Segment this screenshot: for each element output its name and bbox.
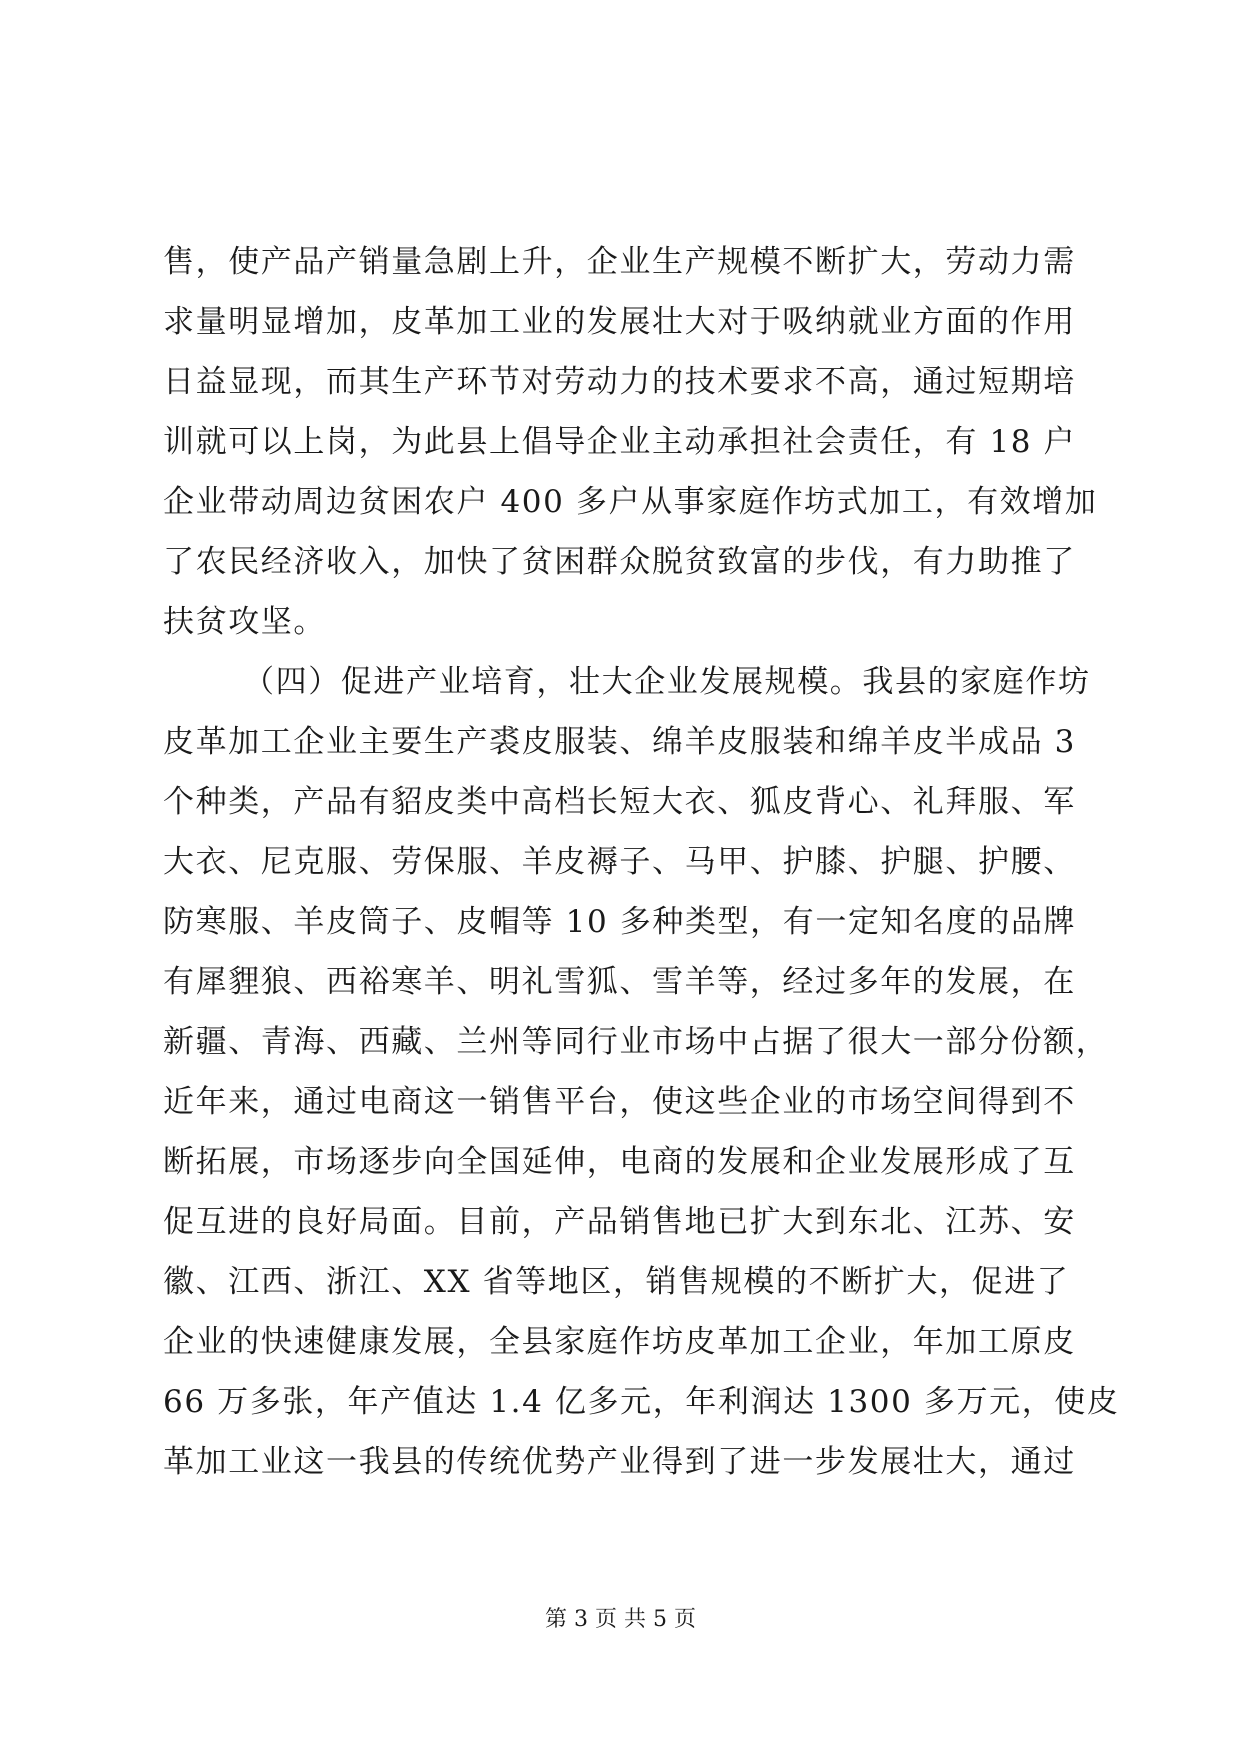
body-line: 扶贫攻坚。 (163, 604, 326, 640)
body-line: 求量明显增加，皮革加工业的发展壮大对于吸纳就业方面的作用 (163, 304, 1076, 340)
body-line: 企业的快速健康发展，全县家庭作坊皮革加工企业，年加工原皮 (163, 1324, 1076, 1360)
body-line: 日益显现，而其生产环节对劳动力的技术要求不高，通过短期培 (163, 364, 1076, 400)
body-line: 有犀貍狼、西裕寒羊、明礼雪狐、雪羊等，经过多年的发展，在 (163, 964, 1076, 1000)
body-line: 皮革加工企业主要生产裘皮服装、绵羊皮服装和绵羊皮半成品 3 (163, 724, 1076, 760)
body-line: 促互进的良好局面。目前，产品销售地已扩大到东北、江苏、安 (163, 1204, 1076, 1240)
body-line: 66 万多张，年产值达 1.4 亿多元，年利润达 1300 多万元，使皮 (163, 1384, 1120, 1420)
section-heading-line: （四）促进产业培育，壮大企业发展规模。我县的家庭作坊 (243, 664, 1091, 700)
body-line: 了农民经济收入，加快了贫困群众脱贫致富的步伐，有力助推了 (163, 544, 1076, 580)
body-line: 近年来，通过电商这一销售平台，使这些企业的市场空间得到不 (163, 1084, 1076, 1120)
body-line: 个种类，产品有貂皮类中高档长短大衣、狐皮背心、礼拜服、军 (163, 784, 1076, 820)
body-line: 断拓展，市场逐步向全国延伸，电商的发展和企业发展形成了互 (163, 1144, 1076, 1180)
body-line: 新疆、青海、西藏、兰州等同行业市场中占据了很大一部分份额， (163, 1024, 1109, 1060)
body-line: 大衣、尼克服、劳保服、羊皮褥子、马甲、护膝、护腿、护腰、 (163, 844, 1076, 880)
body-line: 企业带动周边贫困农户 400 多户从事家庭作坊式加工，有效增加 (163, 484, 1098, 520)
body-line: 售，使产品产销量急剧上升，企业生产规模不断扩大，劳动力需 (163, 244, 1076, 280)
document-body (163, 232, 1120, 1492)
body-line: 徽、江西、浙江、XX 省等地区，销售规模的不断扩大，促进了 (163, 1264, 1070, 1300)
page-number-footer: 第 3 页 共 5 页 (545, 1607, 696, 1632)
body-line: 训就可以上岗，为此县上倡导企业主动承担社会责任，有 18 户 (163, 424, 1077, 460)
body-line: 防寒服、羊皮筒子、皮帽等 10 多种类型，有一定知名度的品牌 (163, 904, 1077, 940)
body-line: 革加工业这一我县的传统优势产业得到了进一步发展壮大，通过 (163, 1444, 1076, 1480)
